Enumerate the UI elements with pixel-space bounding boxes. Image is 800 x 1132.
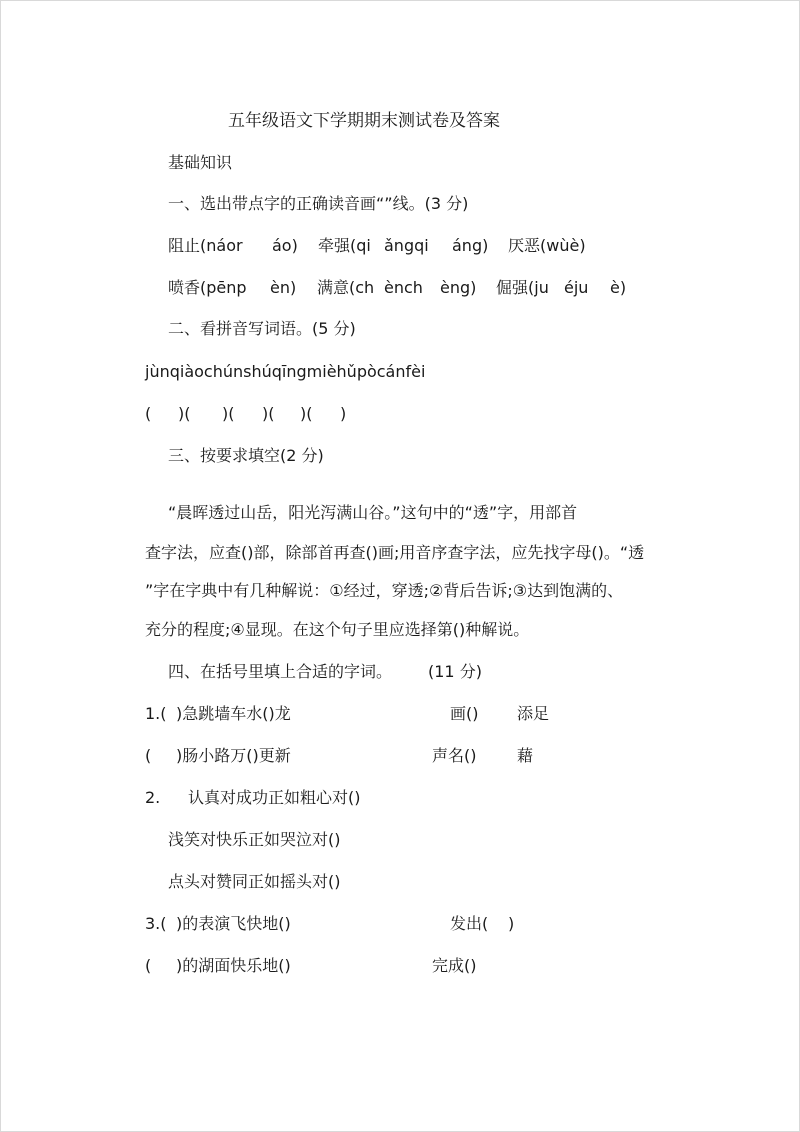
q1-row2-a: 喷香(pēnp (168, 278, 247, 297)
q1-row2-e: èng) (440, 278, 477, 297)
q4-item1-b: )急跳墙车水()龙 (176, 704, 291, 723)
q2-blank-6: ) (340, 404, 347, 423)
q1-row2-g: éju (564, 278, 589, 297)
q2-blank-3: )( (222, 404, 235, 423)
q1-heading: 一、选出带点字的正确读音画“”线。(3 分) (168, 194, 469, 213)
q4-item1-c: 画() (450, 704, 479, 723)
q4-item3-a: 3.( (145, 914, 167, 933)
q2-pinyin: jùnqiàochúnshúqīngmièhǔpòcánfèi (145, 362, 426, 381)
q2-blank-4: )( (262, 404, 275, 423)
q4-item1-e: ( (145, 746, 152, 765)
q2-blank-5: )( (300, 404, 313, 423)
q4-item1-h: 藉 (517, 746, 534, 765)
document-title: 五年级语文下学期期末测试卷及答案 (228, 111, 500, 131)
q4-item3-g: 完成() (432, 956, 477, 975)
q2-heading: 二、看拼音写词语。(5 分) (168, 319, 356, 338)
q4-item1-f: )肠小路万()更新 (176, 746, 291, 765)
q1-row1-b: áo) (272, 236, 298, 255)
q4-heading: 四、在括号里填上合适的字词。 (168, 662, 393, 681)
q3-paragraph-line-3: ”字在字典中有几种解说：①经过，穿透;②背后告诉;③达到饱满的、 (145, 581, 624, 600)
q4-points: (11 分) (428, 662, 482, 681)
q1-row1-a: 阻止(náor (168, 236, 243, 255)
q1-row2-c: 满意(ch (317, 278, 375, 297)
q4-item2-line-2: 浅笑对快乐正如哭泣对() (168, 830, 341, 849)
q4-item3-c: 发出( (450, 914, 489, 933)
section-heading: 基础知识 (168, 153, 233, 172)
q3-heading: 三、按要求填空(2 分) (168, 446, 324, 465)
q4-item2-number: 2. (145, 788, 161, 807)
q1-row1-d: ǎngqi (384, 236, 429, 255)
q4-item1-d: 添足 (517, 704, 550, 723)
q4-item2-line-3: 点头对赞同正如摇头对() (168, 872, 341, 891)
q1-row1-c: 牵强(qi (318, 236, 371, 255)
q4-item1-g: 声名() (432, 746, 477, 765)
q4-item3-b: )的表演飞快地() (176, 914, 291, 933)
q1-row2-d: ènch (384, 278, 423, 297)
q3-paragraph-line-2: 查字法，应查()部，除部首再查()画;用音序查字法，应先找字母()。“透 (145, 543, 645, 562)
q3-paragraph-line-1: “晨晖透过山岳，阳光泻满山谷。”这句中的“透”字，用部首 (168, 503, 578, 522)
q2-blank-1: ( (145, 404, 152, 423)
q1-row2-h: è) (610, 278, 627, 297)
q4-item3-d: ) (508, 914, 515, 933)
q3-paragraph-line-4: 充分的程度;④显现。在这个句子里应选择第()种解说。 (145, 620, 530, 639)
q2-blank-2: )( (178, 404, 191, 423)
q4-item3-e: ( (145, 956, 152, 975)
q1-row1-e: áng) (452, 236, 489, 255)
q1-row1-f: 厌恶(wùè) (508, 236, 586, 255)
q1-row2-b: èn) (270, 278, 297, 297)
q4-item2-line-1: 认真对成功正如粗心对() (188, 788, 361, 807)
q4-item3-f: )的湖面快乐地() (176, 956, 291, 975)
q1-row2-f: 倔强(ju (496, 278, 549, 297)
q4-item1-a: 1.( (145, 704, 167, 723)
